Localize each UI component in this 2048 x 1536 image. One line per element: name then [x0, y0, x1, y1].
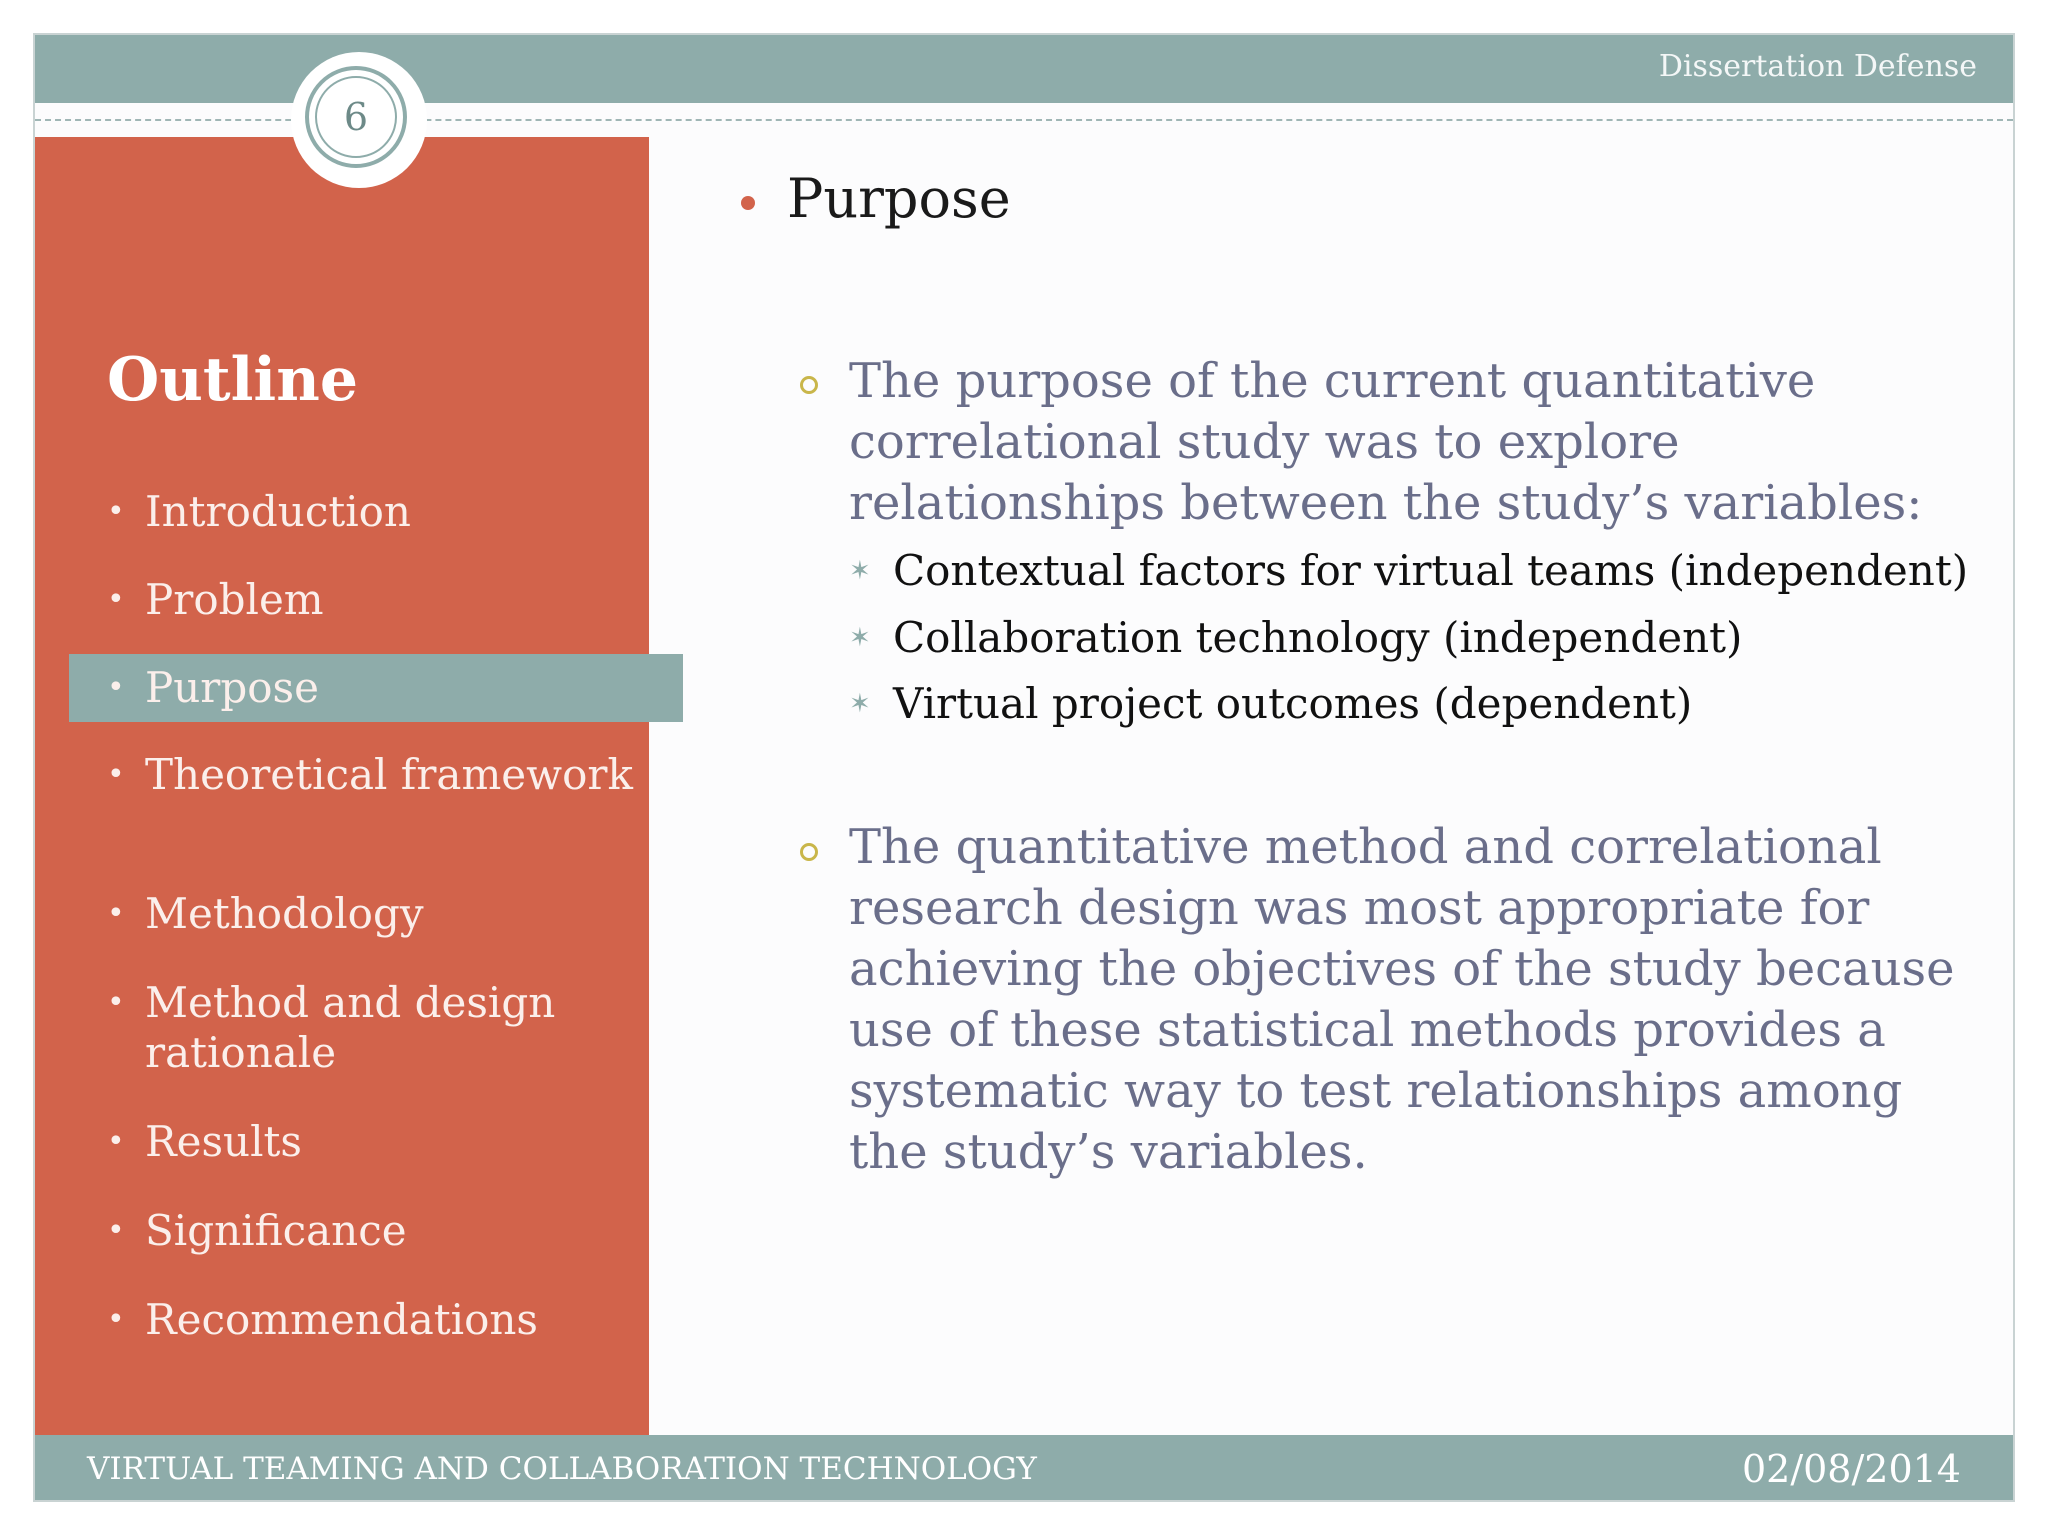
outline-item-label: Significance — [145, 1206, 407, 1255]
variable-label: Collaboration technology (independent) — [893, 613, 1743, 662]
star-bullet-icon: ✶ — [849, 689, 871, 719]
outline-item-results[interactable] — [107, 1117, 667, 1167]
outline-item-label: Methodology — [145, 889, 424, 938]
bullet-dot-icon: • — [107, 985, 125, 1020]
bullet-dot-icon: • — [107, 896, 125, 931]
outline-item-theoretical-framework[interactable] — [107, 750, 667, 800]
outline-item-label: Results — [145, 1117, 302, 1166]
purpose-paragraph: The purpose of the current quantitative correlational study was to explore relationships between the study’s variables: — [849, 353, 1923, 531]
variable-item — [849, 613, 1993, 663]
variable-item — [849, 679, 1993, 729]
outline-item-label: Problem — [145, 575, 324, 624]
bullet-dot-icon: • — [107, 670, 125, 705]
bullet-dot-icon: • — [107, 582, 125, 617]
star-bullet-icon: ✶ — [849, 623, 871, 653]
outline-title: Outline — [107, 345, 358, 415]
bullet-dot-icon: • — [107, 1213, 125, 1248]
bullet-dot-icon: • — [107, 494, 125, 529]
variable-item — [849, 546, 1993, 596]
slide — [33, 33, 2015, 1502]
open-circle-bullet-icon — [800, 376, 818, 394]
filled-circle-bullet-icon — [741, 196, 755, 210]
outline-item-label: Method and design rationale — [145, 978, 556, 1077]
outline-item-purpose[interactable] — [69, 654, 683, 722]
outline-item-method-and-design-rationale[interactable] — [107, 978, 667, 1078]
outline-item-introduction[interactable] — [107, 487, 667, 537]
section-heading: Purpose — [787, 167, 1011, 230]
slide-content — [649, 137, 2015, 1435]
bullet-dot-icon: • — [107, 757, 125, 792]
open-circle-bullet-icon — [800, 843, 818, 861]
outline-item-recommendations[interactable] — [107, 1295, 667, 1345]
star-bullet-icon: ✶ — [849, 556, 871, 586]
outline-item-label: Introduction — [145, 487, 411, 536]
footer-date: 02/08/2014 — [1741, 1447, 1961, 1491]
method-rationale-paragraph: The quantitative method and correlational research design was most appropriate for achieving the objectives of the study because use of these statistical methods provides a systematic way to test relationships among the study’s variables. — [849, 819, 1955, 1180]
outline-item-problem[interactable] — [107, 575, 667, 625]
footer-band — [35, 1435, 2013, 1502]
bullet-dot-icon: • — [107, 1302, 125, 1337]
outline-item-label: Theoretical framework — [145, 750, 633, 799]
outline-item-label: Purpose — [145, 663, 319, 712]
outline-item-methodology[interactable] — [107, 889, 667, 939]
variable-label: Virtual project outcomes (dependent) — [893, 679, 1693, 728]
slide-number-badge — [291, 52, 427, 188]
variable-label: Contextual factors for virtual teams (independent) — [893, 546, 1969, 595]
outline-item-significance[interactable] — [107, 1206, 667, 1256]
footer-title: VIRTUAL TEAMING AND COLLABORATION TECHNOLOGY — [87, 1451, 1037, 1487]
header-title: Dissertation Defense — [1658, 49, 1977, 84]
outline-item-label: Recommendations — [145, 1295, 538, 1344]
slide-number: 6 — [305, 66, 407, 168]
bullet-dot-icon: • — [107, 1124, 125, 1159]
